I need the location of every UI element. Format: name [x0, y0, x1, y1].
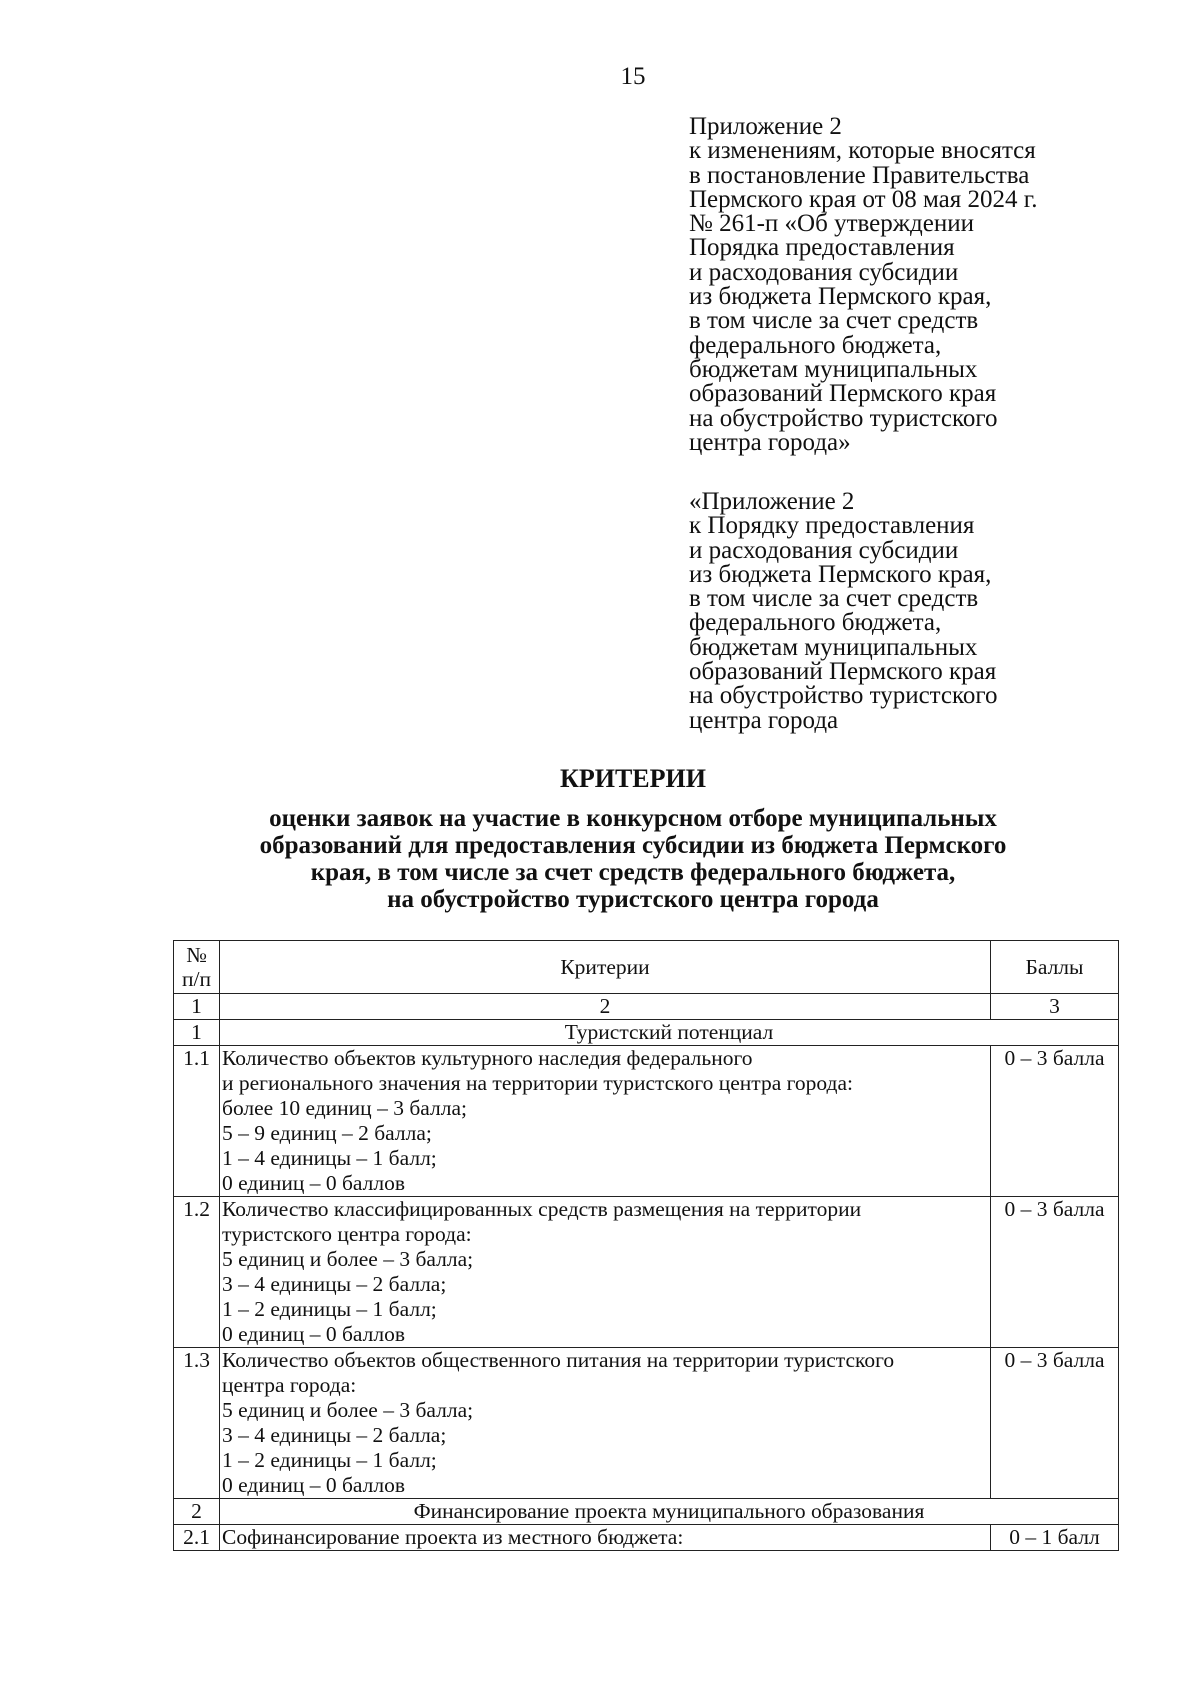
appendix-line: образований Пермского края [689, 658, 997, 686]
row-number: 2.1 [174, 1525, 220, 1551]
appendix-line: Пермского края от 08 мая 2024 г. [689, 185, 1038, 213]
header-number-symbol: № [186, 943, 207, 967]
appendix-line: в том числе за счет средств [689, 307, 979, 335]
criterion-text [220, 1348, 991, 1499]
appendix-line: центра города» [689, 428, 851, 456]
criterion-line: 1 – 2 единицы – 1 балл; [222, 1297, 437, 1321]
section-number: 2 [174, 1499, 220, 1525]
criterion-line: 5 единиц и более – 3 балла; [222, 1247, 474, 1271]
criterion-line: 1 – 2 единицы – 1 балл; [222, 1448, 437, 1472]
criterion-text [220, 1525, 991, 1551]
header-number-abbrev: п/п [182, 967, 211, 991]
criterion-line: Количество объектов общественного питания на территории туристского [222, 1348, 895, 1372]
header-criteria: Критерии [220, 941, 991, 994]
appendix-line: центра города [689, 706, 839, 734]
appendix-line: федерального бюджета, [689, 331, 942, 359]
criterion-text [220, 1046, 991, 1197]
criterion-line: Софинансирование проекта из местного бюджета: [222, 1525, 684, 1549]
document-title: КРИТЕРИИ [560, 764, 706, 793]
criterion-line: 3 – 4 единицы – 2 балла; [222, 1272, 447, 1296]
appendix-line: из бюджета Пермского края, [689, 560, 992, 588]
appendix-line: и расходования субсидии [689, 536, 959, 564]
table-row [174, 1348, 1119, 1499]
header-number [174, 941, 220, 994]
section-row [174, 1499, 1119, 1525]
header-points: Баллы [991, 941, 1119, 994]
criterion-line: туристского центра города: [222, 1222, 472, 1246]
criterion-text [220, 1197, 991, 1348]
table-row [174, 1046, 1119, 1197]
criterion-line: 3 – 4 единицы – 2 балла; [222, 1423, 447, 1447]
appendix-line: и расходования субсидии [689, 258, 959, 286]
column-index: 2 [220, 994, 991, 1020]
document-subtitle [0, 805, 1200, 913]
criterion-line: 5 – 9 единиц – 2 балла; [222, 1121, 432, 1145]
subtitle-line: оценки заявок на участие в конкурсном отборе муниципальных [269, 805, 997, 832]
column-index: 3 [991, 994, 1119, 1020]
criterion-points: 0 – 3 балла [991, 1046, 1119, 1197]
row-number: 1.2 [174, 1197, 220, 1348]
appendix-line: в постановление Правительства [689, 161, 1030, 189]
criterion-line: Количество объектов культурного наследия федерального [222, 1046, 753, 1070]
subtitle-line: образований для предоставления субсидии из бюджета Пермского [259, 832, 1007, 859]
appendix-line: бюджетам муниципальных [689, 633, 978, 661]
column-index: 1 [174, 994, 220, 1020]
criterion-line: 5 единиц и более – 3 балла; [222, 1398, 474, 1422]
criterion-points: 0 – 3 балла [991, 1197, 1119, 1348]
appendix-line: № 261-п «Об утверждении [689, 210, 974, 238]
table-header-row [174, 941, 1119, 994]
appendix-line: Приложение 2 [689, 113, 842, 140]
appendix-note-procedure [689, 490, 1109, 733]
criterion-line: 0 единиц – 0 баллов [222, 1171, 406, 1195]
appendix-line: из бюджета Пермского края, [689, 283, 992, 311]
section-number: 1 [174, 1020, 220, 1046]
subtitle-line: края, в том числе за счет средств федерального бюджета, [310, 859, 956, 886]
appendix-line: на обустройство туристского [689, 404, 998, 432]
subtitle-line: на обустройство туристского центра города [387, 886, 879, 913]
section-title: Финансирование проекта муниципального образования [220, 1499, 1119, 1525]
criterion-line: 1 – 4 единицы – 1 балл; [222, 1146, 437, 1170]
appendix-line: бюджетам муниципальных [689, 355, 978, 383]
column-index-row [174, 994, 1119, 1020]
row-number: 1.3 [174, 1348, 220, 1499]
appendix-note-amendments [689, 115, 1109, 455]
criterion-line: 0 единиц – 0 баллов [222, 1473, 406, 1497]
appendix-line: образований Пермского края [689, 380, 997, 408]
appendix-line: «Приложение 2 [689, 488, 855, 515]
criterion-line: центра города: [222, 1373, 357, 1397]
page-number: 15 [620, 63, 646, 90]
criteria-table [173, 940, 1119, 1551]
criterion-line: 0 единиц – 0 баллов [222, 1322, 406, 1346]
section-title: Туристский потенциал [220, 1020, 1119, 1046]
table-row [174, 1197, 1119, 1348]
criterion-line: более 10 единиц – 3 балла; [222, 1096, 467, 1120]
criterion-points: 0 – 1 балл [991, 1525, 1119, 1551]
appendix-line: в том числе за счет средств [689, 585, 979, 613]
row-number: 1.1 [174, 1046, 220, 1197]
section-row [174, 1020, 1119, 1046]
criterion-line: Количество классифицированных средств размещения на территории [222, 1197, 862, 1221]
criterion-points: 0 – 3 балла [991, 1348, 1119, 1499]
appendix-line: Порядка предоставления [689, 234, 955, 262]
table-row [174, 1525, 1119, 1551]
appendix-line: федерального бюджета, [689, 609, 942, 637]
appendix-line: к изменениям, которые вносятся [689, 137, 1036, 165]
appendix-line: к Порядку предоставления [689, 512, 975, 540]
criterion-line: и регионального значения на территории туристского центра города: [222, 1071, 853, 1095]
appendix-line: на обустройство туристского [689, 682, 998, 710]
